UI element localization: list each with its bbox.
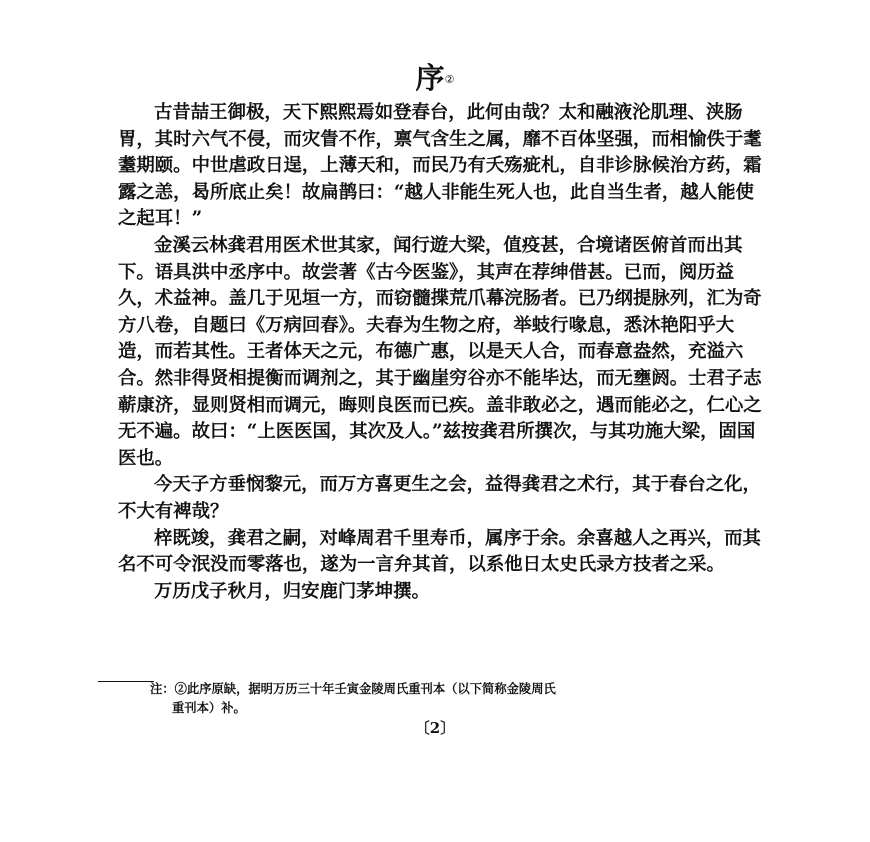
title-note-marker: ②: [444, 73, 455, 86]
footnote-divider: [98, 681, 154, 682]
title-text: 序: [415, 61, 445, 95]
signature-line: 万历戊子秋月，归安鹿门茅坤撰。: [154, 580, 430, 602]
paragraph: 梓既竣，龚君之嗣，对峰周君千里寿币，属序于余。余喜越人之再兴，而其名不可令泯没而零落也，遂为一言弁其首，以系他日太史氏录方技者之采。: [118, 527, 761, 576]
preface-body: [118, 100, 766, 605]
paragraph: 古昔喆王御极，天下熙熙焉如登春台，此何由哉？太和融液沦肌理、浃肠胃，其时六气不侵，而灾眚不作，禀气含生之属，靡不百体坚强，而相愉佚于耄耋期颐。中世虐政日逞，上薄天和，而民乃有夭殇疵札，自非诊脉候治方药，霜露之恙，曷所底止矣！故扁鹊曰：“越人非能生死人也，此自当生者，越人能使之起耳！”: [118, 102, 762, 230]
page-number: 〔2〕: [414, 719, 456, 737]
page-title: [0, 60, 870, 96]
footnote: [150, 679, 775, 717]
paragraph: 金溪云林龚君用医术世其家，闻行遊大梁，值疫甚，合境诸医俯首而出其下。语具洪中丞序中。故尝著《古今医鉴》，其声在荐绅借甚。已而，阅历益久，术益神。盖几于见垣一方，而窃髓揲荒爪幕浣肠者。已乃纲提脉列，汇为奇方八卷，自题曰《万病回春》。夫春为生物之府，举蚑行喙息，悉沐艳阳乎大造，而若其性。王者体天之元，布德广惠，以是天人合，而春意盎然，充溢六合。然非得贤相提衡而调剂之，其于幽崖穷谷亦不能毕达，而无壅阏。士君子志蕲康济，显则贤相而调元，晦则良医而已疾。盖非敢必之，遇而能必之，仁心之无不遍。故曰：“上医医国，其次及人。”兹按龚君所撰次，与其功施大梁，固国医也。: [118, 234, 762, 469]
footnote-line: 重刊本）补。: [172, 700, 246, 715]
paragraph: 今天子方垂悯黎元，而万方喜更生之会，益得龚君之术行，其于春台之化，不大有裨哉？: [118, 474, 761, 522]
footnote-line: 注：②此序原缺，据明万历三十年壬寅金陵周氏重刊本（以下简称金陵周氏: [150, 681, 556, 696]
